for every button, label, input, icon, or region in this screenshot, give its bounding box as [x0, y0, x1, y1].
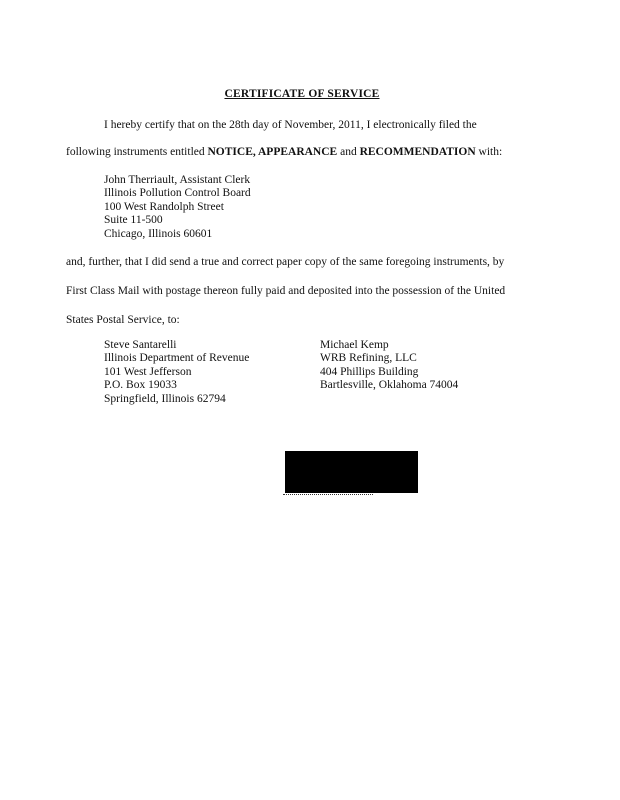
address-line: 100 West Randolph Street: [104, 200, 224, 213]
address-line: Springfield, Illinois 62794: [104, 392, 226, 405]
document-title: CERTIFICATE OF SERVICE: [224, 88, 380, 100]
address-line: Illinois Department of Revenue: [104, 352, 250, 365]
address-line: 101 West Jefferson: [104, 365, 192, 378]
address-line: WRB Refining, LLC: [320, 352, 417, 365]
recipient-left-address: [104, 339, 249, 406]
address-line: Illinois Pollution Control Board: [104, 187, 251, 200]
address-line: Suite 11-500: [104, 214, 163, 227]
certify-line-2-mid: and: [337, 146, 360, 158]
address-line: 404 Phillips Building: [320, 365, 419, 378]
address-line: Bartlesville, Oklahoma 74004: [320, 379, 459, 392]
service-line-2: First Class Mail with postage thereon fully paid and deposited into the possession of the United: [66, 285, 506, 297]
service-line-3: States Postal Service, to:: [66, 314, 180, 326]
certify-line-2-end: with:: [475, 146, 503, 158]
board-address-block: [104, 174, 251, 241]
certify-line-1: I hereby certify that on the 28th day of November, 2011, I electronically filed the: [104, 119, 477, 131]
service-line-1: and, further, that I did send a true and correct paper copy of the same foregoing instruments, by: [66, 256, 505, 268]
address-line: John Therriault, Assistant Clerk: [104, 174, 251, 186]
address-line: Steve Santarelli: [104, 339, 177, 351]
instrument-title-notice-appearance: NOTICE, APPEARANCE: [207, 146, 338, 158]
address-line: P.O. Box 19033: [104, 379, 177, 392]
redacted-signature-block: [285, 451, 418, 493]
signature-line: [283, 492, 373, 495]
address-line: Chicago, Illinois 60601: [104, 227, 213, 240]
certify-line-2: [66, 146, 502, 158]
recipient-right-address: [320, 339, 458, 393]
certify-line-2-start: following instruments entitled: [66, 146, 208, 158]
address-line: Michael Kemp: [320, 339, 389, 351]
instrument-title-recommendation: RECOMMENDATION: [359, 146, 476, 158]
